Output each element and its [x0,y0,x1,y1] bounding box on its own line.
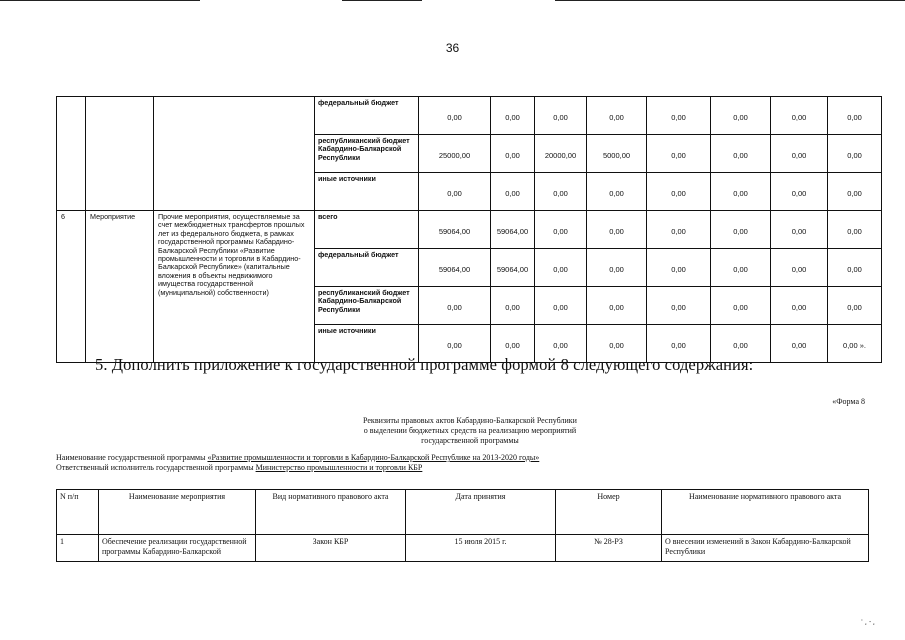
executor-value: Министерство промышленности и торговли КБР [255,463,423,472]
table-row [57,535,869,562]
value-cell: 0,00 ». [828,325,882,363]
value-cell: 59064,00 [491,211,535,249]
financing-table [56,96,882,363]
program-name-value: «Развитие промышленности и торговли в Кабардино-Балкарской Республике на 2013-2020 годы» [207,453,540,462]
value-cell: 0,00 [828,287,882,325]
value-cell: 0,00 [587,249,647,287]
item-number: 6 [57,211,86,363]
value-cell: 0,00 [491,97,535,135]
column-header: Наименование мероприятия [99,490,256,535]
value-cell: 0,00 [828,173,882,211]
requisites-title-line: Реквизиты правовых актов Кабардино-Балкарской Республики [363,416,577,425]
value-cell: 0,00 [711,287,771,325]
column-header: Дата принятия [406,490,556,535]
value-cell: 0,00 [647,211,711,249]
value-cell: 59064,00 [419,249,491,287]
source-cell: республиканский бюджет Кабардино-Балкарской Республики [315,287,419,325]
scan-edge-line [555,0,905,1]
value-cell: 0,00 [771,173,828,211]
requisites-title [260,416,680,446]
value-cell: 0,00 [535,211,587,249]
value-cell: 0,00 [647,287,711,325]
value-cell: 0,00 [711,211,771,249]
source-cell: всего [315,211,419,249]
item-name: Прочие мероприятия, осуществляемые за счет межбюджетных трансфертов прошлых лет из федерального бюджета, в рамках государственной программы Кабардино-Балкарской Республики «Развитие промышленности и торговли в Кабардино-Балкарской Республике» (капитальные вложения в объекты недвижимого имущества государственной (муниципальной) собственности) [154,211,315,363]
value-cell: 0,00 [711,249,771,287]
value-cell: 0,00 [535,173,587,211]
value-cell: 0,00 [535,97,587,135]
column-header: Наименование нормативного правового акта [662,490,869,535]
value-cell: 20000,00 [535,135,587,173]
requisites-title-line: государственной программы [421,436,519,445]
table-cell: Закон КБР [256,535,406,562]
value-cell: 0,00 [419,97,491,135]
value-cell: 0,00 [535,287,587,325]
value-cell: 0,00 [828,97,882,135]
table-cell: 15 июля 2015 г. [406,535,556,562]
value-cell: 5000,00 [587,135,647,173]
source-cell: федеральный бюджет [315,97,419,135]
item-status: Мероприятие [86,211,154,363]
table-row [57,211,882,249]
value-cell: 0,00 [491,287,535,325]
scan-edge-line [0,0,200,1]
value-cell: 0,00 [587,173,647,211]
name-cell [154,97,315,211]
source-cell: федеральный бюджет [315,249,419,287]
value-cell: 0,00 [771,249,828,287]
value-cell: 0,00 [419,325,491,363]
table-cell: № 28-РЗ [556,535,662,562]
value-cell: 0,00 [587,287,647,325]
legal-acts-table [56,489,869,562]
value-cell: 25000,00 [419,135,491,173]
value-cell: 0,00 [711,325,771,363]
value-cell: 0,00 [491,325,535,363]
scan-specks: ⋅ ⸼ ⸳ ⸼ [860,616,875,625]
value-cell: 59064,00 [491,249,535,287]
form-label: «Форма 8 [832,397,865,406]
page-number: 36 [445,41,460,55]
table-cell: О внесении изменений в Закон Кабардино-Балкарской Республики [662,535,869,562]
program-name-line [56,453,539,462]
value-cell: 0,00 [647,135,711,173]
program-name-label: Наименование государственной программы [56,453,208,462]
executor-line [56,463,422,472]
column-header: N п/п [57,490,99,535]
value-cell: 0,00 [771,325,828,363]
value-cell: 0,00 [647,325,711,363]
value-cell: 0,00 [711,173,771,211]
status-cell [86,97,154,211]
value-cell: 0,00 [711,97,771,135]
section-heading: 5. Дополнить приложение к государственной программе формой 8 следующего содержания: [95,355,754,374]
table-cell: 1 [57,535,99,562]
value-cell: 0,00 [647,173,711,211]
value-cell: 0,00 [419,173,491,211]
table-cell: Обеспечение реализации государственной программы Кабардино-Балкарской [99,535,256,562]
value-cell: 0,00 [711,135,771,173]
value-cell: 0,00 [535,249,587,287]
source-cell: иные источники [315,173,419,211]
value-cell: 0,00 [771,287,828,325]
executor-label: Ответственный исполнитель государственной программы [56,463,256,472]
source-cell: иные источники [315,325,419,363]
value-cell: 0,00 [647,249,711,287]
value-cell: 0,00 [828,135,882,173]
column-header: Номер [556,490,662,535]
source-cell: республиканский бюджет Кабардино-Балкарской Республики [315,135,419,173]
value-cell: 0,00 [647,97,711,135]
value-cell: 0,00 [587,211,647,249]
value-cell: 0,00 [828,211,882,249]
value-cell: 0,00 [491,173,535,211]
column-header: Вид нормативного правового акта [256,490,406,535]
value-cell: 0,00 [587,325,647,363]
scan-edge-line [342,0,422,1]
value-cell: 0,00 [491,135,535,173]
value-cell: 0,00 [771,211,828,249]
table-row [57,97,882,135]
requisites-title-line: о выделении бюджетных средств на реализацию мероприятий [363,426,577,435]
value-cell: 0,00 [771,97,828,135]
value-cell: 0,00 [828,249,882,287]
value-cell: 59064,00 [419,211,491,249]
number-cell [57,97,86,211]
value-cell: 0,00 [419,287,491,325]
value-cell: 0,00 [587,97,647,135]
header-row [57,490,869,535]
value-cell: 0,00 [535,325,587,363]
value-cell: 0,00 [771,135,828,173]
